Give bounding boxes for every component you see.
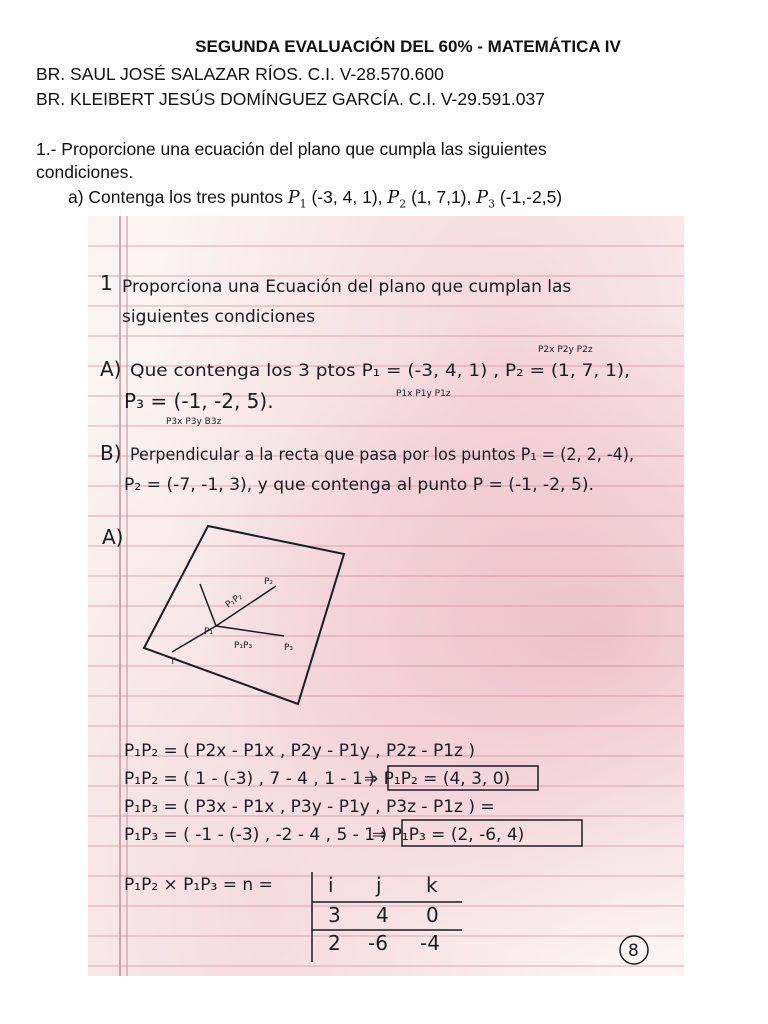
- question-line-2: condiciones.: [36, 162, 134, 182]
- page-mark: 8: [628, 941, 639, 961]
- normal-line: [200, 584, 216, 626]
- matrix-i: i: [328, 873, 334, 897]
- matrix-j: j: [376, 873, 382, 897]
- notebook-photo: [88, 216, 684, 976]
- a-line-1: Que contenga los 3 ptos P₁ = (-3, 4, 1) , P₂ = (1, 7, 1),: [130, 361, 630, 381]
- heading-number: 1: [100, 271, 113, 295]
- equation-3: P₁P₃ = ( P3x - P1x , P3y - P1y , P3z - P1z ) =: [124, 797, 495, 817]
- sketch-p3: P₃: [284, 643, 294, 653]
- a-tags-p2: P2x P2y P2z: [538, 345, 593, 355]
- plane-outline: [144, 526, 344, 704]
- equation-4: P₁P₃ = ( -1 - (-3) , -2 - 4 , 5 - 1 ): [124, 825, 388, 845]
- b-line-1: Perpendicular a la recta que pasa por los puntos P₁ = (2, 2, -4),: [130, 445, 634, 465]
- matrix-r1-c2: 4: [376, 903, 389, 927]
- ruled-lines: [88, 246, 684, 966]
- a-line-2: P₃ = (-1, -2, 5).: [124, 389, 274, 413]
- vector-p1p3: [216, 626, 284, 636]
- notebook-drawing: [88, 216, 684, 976]
- equation-4-result: ⇒ P₁P₃ = (2, -6, 4): [372, 825, 525, 845]
- point-p3-value: (-1,-2,5): [499, 187, 563, 207]
- sketch-p2: P₂: [264, 577, 274, 587]
- matrix-r2-c1: 2: [328, 931, 341, 955]
- document-title: SEGUNDA EVALUACIÓN DEL 60% - MATEMÁTICA IV: [195, 37, 621, 56]
- point-p2-value: (1, 7,1),: [411, 187, 472, 207]
- determinant-matrix: [312, 872, 462, 962]
- b-label: B): [100, 441, 122, 465]
- sketch-v12: P₁P₂: [223, 591, 245, 611]
- question-line-1: 1.- Proporcione una ecuación del plano que cumpla las siguientes: [36, 139, 547, 159]
- student-2: BR. KLEIBERT JESÚS DOMÍNGUEZ GARCÍA. C.I. V-29.591.037: [36, 89, 545, 109]
- part-a-prefix: a) Contenga los tres puntos: [68, 187, 283, 207]
- matrix-k: k: [426, 873, 438, 897]
- a-tags-p3: P3x P3y B3z: [166, 417, 222, 427]
- sketch-p1: P₁: [204, 627, 214, 637]
- cross-product: P₁P₂ × P₁P₃ = n =: [124, 875, 273, 895]
- a-label: A): [100, 357, 122, 381]
- equation-1: P₁P₂ = ( P2x - P1x , P2y - P1y , P2z - P1z ): [124, 741, 475, 761]
- plane-sketch: [144, 526, 344, 704]
- point-p2-label: $P_2$: [387, 188, 407, 211]
- point-p1-label: $P_1$: [287, 188, 307, 211]
- heading-line-1: Proporciona una Ecuación del plano que cumplan las: [122, 277, 572, 297]
- matrix-r2-c2: -6: [368, 931, 388, 955]
- matrix-r2-c3: -4: [420, 931, 440, 955]
- matrix-r1-c1: 3: [328, 903, 341, 927]
- b-line-2: P₂ = (-7, -1, 3), y que contenga al punto P = (-1, -2, 5).: [124, 475, 594, 495]
- sketch-v13: P₁P₃: [234, 641, 253, 651]
- heading-line-2: siguientes condiciones: [122, 307, 316, 327]
- point-p1-value: (-3, 4, 1),: [311, 187, 383, 207]
- equation-2: P₁P₂ = ( 1 - (-3) , 7 - 4 , 1 - 1 ): [124, 769, 375, 789]
- question-part-a: [68, 187, 562, 211]
- matrix-r1-c3: 0: [426, 903, 439, 927]
- a-tags-p1: P1x P1y P1z: [396, 389, 451, 399]
- sketch-t: T: [170, 657, 176, 667]
- point-p3-label: $P_3$: [476, 188, 496, 211]
- sketch-label: A): [102, 525, 124, 549]
- student-1: BR. SAUL JOSÉ SALAZAR RÍOS. C.I. V-28.570.600: [36, 64, 444, 84]
- equation-2-result: ⇒ P₁P₂ = (4, 3, 0): [364, 769, 511, 789]
